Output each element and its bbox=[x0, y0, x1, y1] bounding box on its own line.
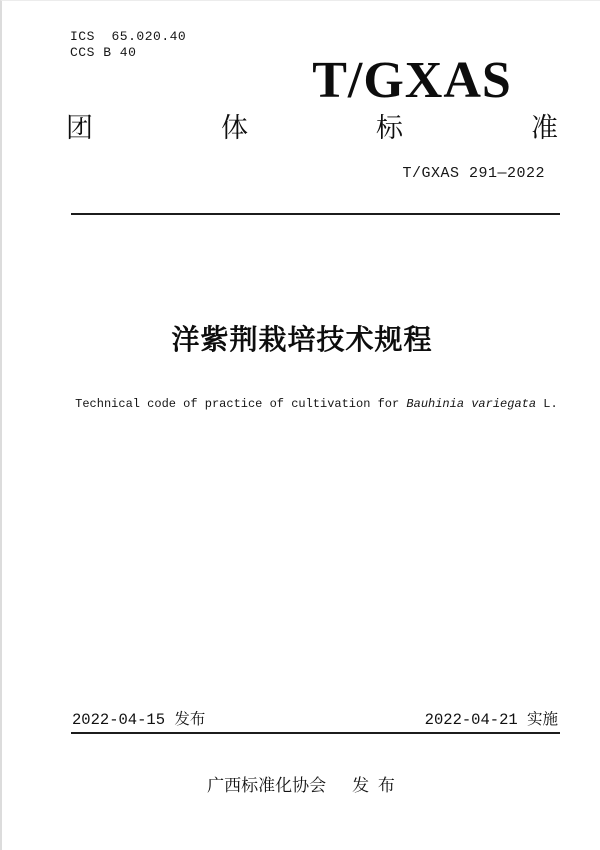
ccs-code: CCS B 40 bbox=[70, 45, 137, 60]
dates-row bbox=[72, 710, 558, 730]
footer-divider bbox=[71, 732, 560, 734]
publisher-row bbox=[2, 775, 600, 797]
release-date: 2022-04-15 发布 bbox=[72, 711, 206, 729]
standard-type-char: 团 bbox=[66, 113, 93, 143]
standard-type-title bbox=[66, 113, 558, 143]
ics-code: ICS 65.020.40 bbox=[70, 29, 187, 44]
english-title-suffix: L. bbox=[536, 397, 558, 411]
latin-species-name: Bauhinia variegata bbox=[406, 397, 537, 411]
standard-number: T/GXAS 291—2022 bbox=[402, 165, 545, 182]
publish-label: 发 布 bbox=[352, 776, 397, 795]
standard-type-char: 体 bbox=[221, 113, 248, 143]
header-divider bbox=[71, 213, 560, 215]
standard-org-logo: T/GXAS bbox=[312, 52, 512, 109]
document-title: 洋紫荆栽培技术规程 bbox=[171, 324, 433, 355]
standard-type-char: 准 bbox=[531, 113, 558, 143]
publisher-name: 广西标准化协会 bbox=[207, 776, 327, 795]
implementation-date: 2022-04-21 实施 bbox=[424, 711, 558, 729]
standard-type-char: 标 bbox=[376, 113, 403, 143]
document-title-english bbox=[2, 380, 600, 428]
english-title-prefix: Technical code of practice of cultivation for bbox=[75, 397, 407, 411]
